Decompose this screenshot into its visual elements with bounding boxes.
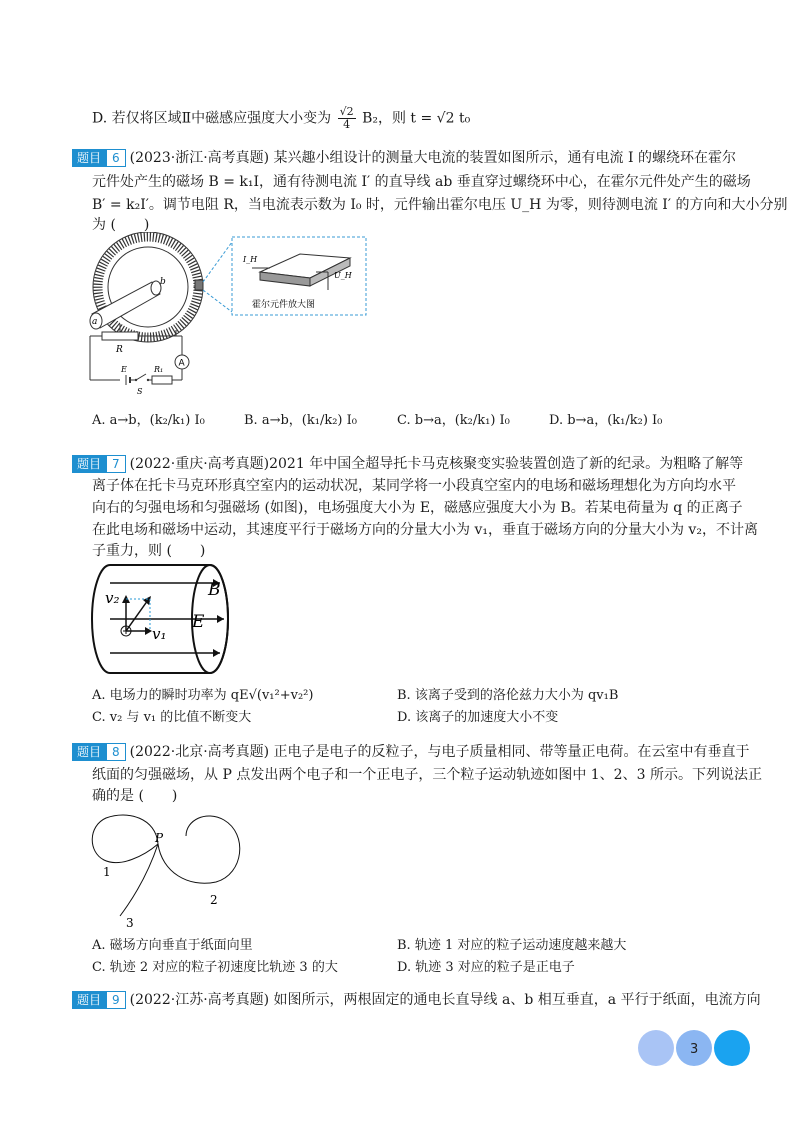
- option-d-prefix: D. 若仅将区域Ⅱ中磁感应强度大小变为: [92, 110, 332, 127]
- q7-option-d[interactable]: D. 该离子的加速度大小不变: [397, 710, 559, 725]
- question-tag-label: 题目: [72, 455, 106, 473]
- q7-line-3: 向右的匀强电场和匀强磁场 (如图)，电场强度大小为 E，磁感应强度大小为 B。若某电荷量为 q 的正离子: [92, 500, 743, 516]
- question-tag: [72, 149, 126, 167]
- trajectory-2: [158, 816, 240, 883]
- q7-option-b[interactable]: B. 该离子受到的洛伦兹力大小为 qv₁B: [397, 688, 619, 703]
- question-tag: [72, 991, 126, 1009]
- question-number: 6: [106, 149, 126, 167]
- q8-line-1: [72, 742, 750, 762]
- label-v1: v₁: [152, 625, 167, 643]
- question-tag-label: 题目: [72, 743, 106, 761]
- q6-figure: [80, 232, 380, 402]
- q6-option-b[interactable]: B. a→b，(k₁/k₂) I₀: [244, 413, 357, 428]
- label-2: 2: [210, 893, 218, 907]
- q7-option-c[interactable]: C. v₂ 与 v₁ 的比值不断变大: [92, 710, 252, 725]
- q9-text-1: (2022·江苏·高考真题) 如图所示，两根固定的通电长直导线 a、b 相互垂直，a 平行于纸面，电流方向: [129, 992, 761, 1008]
- badge-circle-right: [714, 1030, 750, 1066]
- label-E: E: [192, 612, 205, 632]
- q6-line-3: B′ = k₂I′。调节电阻 R，当电流表示数为 I₀ 时，元件输出霍尔电压 U_H 为零，则待测电流 I′ 的方向和大小分别: [92, 197, 788, 213]
- q7-option-a[interactable]: A. 电场力的瞬时功率为 qE√(v₁²+v₂²): [92, 688, 314, 703]
- question-number: 7: [106, 455, 126, 473]
- q8-figure: [88, 812, 248, 932]
- q6-text-1: (2023·浙江·高考真题) 某兴趣小组设计的测量大电流的装置如图所示，通有电流 I 的螺绕环在霍尔: [129, 150, 736, 166]
- question-number: 8: [106, 743, 126, 761]
- label-P: P: [155, 831, 164, 845]
- q8-line-2: 纸面的匀强磁场，从 P 点发出两个电子和一个正电子，三个粒子运动轨迹如图中 1、2、3 所示。下列说法正: [92, 767, 762, 783]
- label-S: S: [137, 387, 143, 396]
- label-1: 1: [103, 865, 111, 879]
- fraction: [338, 106, 356, 131]
- q7-line-1: [72, 454, 743, 474]
- label-R: R: [116, 345, 123, 355]
- question-tag-label: 题目: [72, 991, 106, 1009]
- q7-line-4: 在此电场和磁场中运动，其速度平行于磁场方向的分量大小为 v₁，垂直于磁场方向的分量大小为 v₂，不计离: [92, 522, 758, 538]
- fraction-denominator: 4: [343, 118, 351, 131]
- label-b: b: [160, 277, 166, 287]
- q6-option-d[interactable]: D. b→a，(k₁/k₂) I₀: [549, 413, 663, 428]
- q8-option-a[interactable]: A. 磁场方向垂直于纸面向里: [92, 938, 253, 953]
- q7-text-1: (2022·重庆·高考真题)2021 年中国全超导托卡马克核聚变实验装置创造了新的纪录。为粗略了解等: [129, 456, 744, 472]
- q6-line-2: 元件处产生的磁场 B = k₁I，通有待测电流 I′ 的直导线 ab 垂直穿过螺绕环中心，在霍尔元件处产生的磁场: [92, 174, 751, 190]
- page-number-badge: [636, 1028, 754, 1068]
- label-a: a: [92, 317, 98, 327]
- label-R1: R₁: [154, 365, 164, 374]
- q7-figure: [90, 563, 240, 675]
- q8-line-3: 确的是 ( ): [92, 788, 178, 804]
- q6-line-1: [72, 148, 736, 168]
- page-number: 3: [690, 1042, 699, 1057]
- trajectory-3: [120, 844, 158, 916]
- q6-option-c[interactable]: C. b→a，(k₂/k₁) I₀: [397, 413, 510, 428]
- callout-caption: 霍尔元件放大图: [252, 300, 316, 310]
- label-3: 3: [126, 916, 134, 930]
- resistor-R1: [152, 376, 172, 384]
- q9-line-1: [72, 990, 761, 1010]
- label-B: B: [208, 580, 221, 600]
- label-UH: U_H: [334, 271, 352, 280]
- question-tag: [72, 455, 126, 473]
- q8-option-c[interactable]: C. 轨迹 2 对应的粒子初速度比轨迹 3 的大: [92, 960, 338, 975]
- question-tag: [72, 743, 126, 761]
- option-d-mid: B₂，则 t = √2 t₀: [362, 110, 471, 127]
- question-number: 9: [106, 991, 126, 1009]
- q8-option-b[interactable]: B. 轨迹 1 对应的粒子运动速度越来越大: [397, 938, 627, 953]
- badge-circle-left: [638, 1030, 674, 1066]
- hall-element: [195, 280, 203, 290]
- trajectory-1: [92, 815, 158, 863]
- q7-line-2: 离子体在托卡马克环形真空室内的运动状况，某同学将一小段真空室内的电场和磁场理想化为方向均水平: [92, 478, 736, 494]
- q7-line-5: 子重力，则 ( ): [92, 543, 206, 559]
- q8-option-d[interactable]: D. 轨迹 3 对应的粒子是正电子: [397, 960, 575, 975]
- resistor-R: [102, 332, 138, 340]
- q6-line-4: 为 ( ): [92, 217, 150, 233]
- q8-text-1: (2022·北京·高考真题) 正电子是电子的反粒子，与电子质量相同、带等量正电荷。在云室中有垂直于: [129, 744, 750, 760]
- label-E: E: [121, 365, 127, 374]
- label-IH: I_H: [243, 255, 258, 264]
- fraction-numerator: √2: [339, 105, 354, 118]
- q6-option-a[interactable]: A. a→b，(k₂/k₁) I₀: [92, 413, 205, 428]
- prev-option-d: [92, 106, 470, 131]
- question-tag-label: 题目: [72, 149, 106, 167]
- label-v2: v₂: [105, 589, 120, 607]
- label-A: A: [178, 358, 185, 369]
